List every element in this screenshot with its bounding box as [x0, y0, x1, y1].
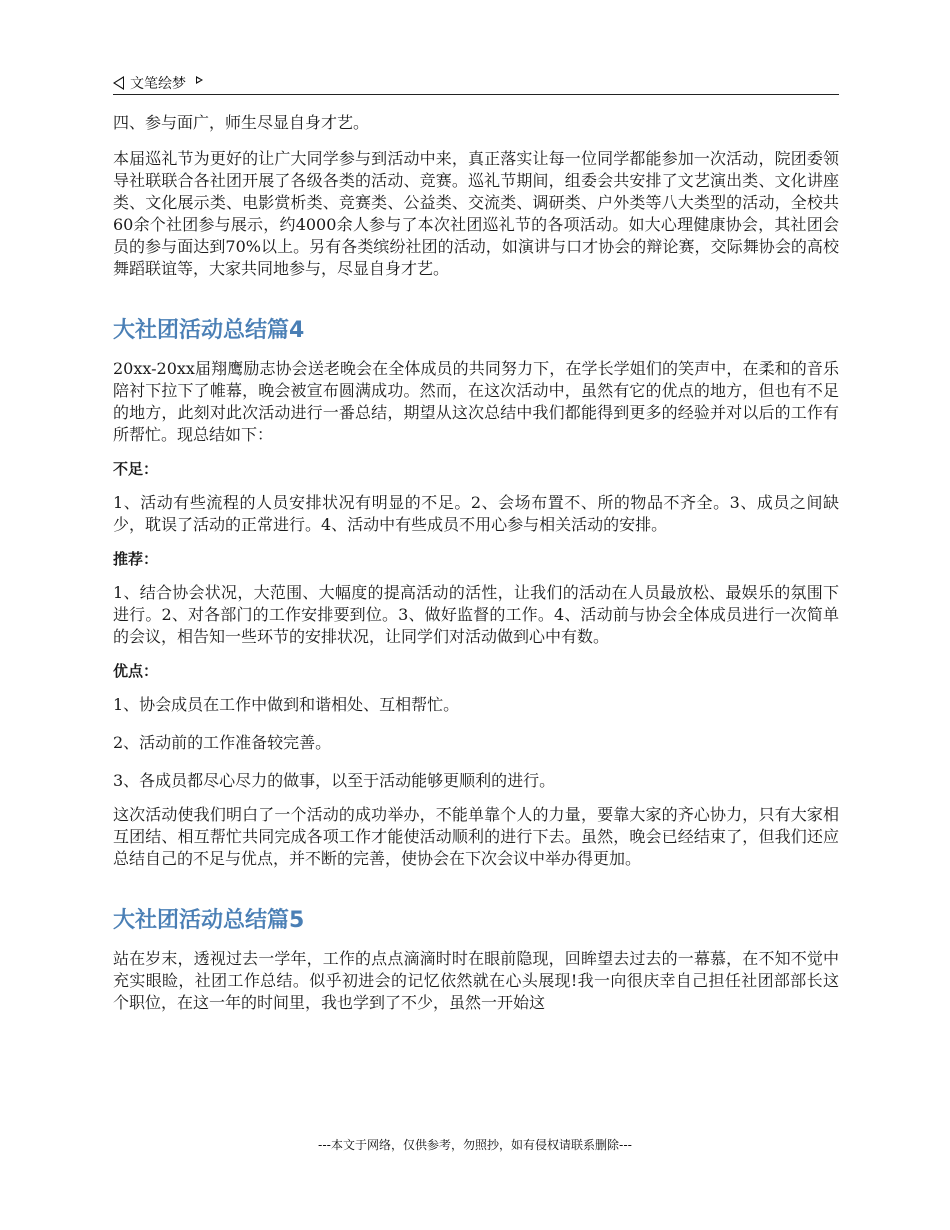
section5-heading: 大社团活动总结篇5: [113, 908, 305, 933]
merit-item-3: 3、各成员都尽心尽力的做事，以至于活动能够更顺利的进行。: [113, 771, 556, 790]
document-body: [113, 112, 839, 1014]
recommend-label: 推荐：: [113, 550, 159, 568]
section4-intro: 20xx-20xx届翔鹰励志协会送老晚会在全体成员的共同努力下，在学长学姐们的笑声中，在柔和的音乐陪衬下拉下了帷幕，晚会被宣布圆满成功。然而，在这次活动中，虽然有它的优点的地方，但也有不足的地方，此刻对此次活动进行一番总结，期望从这次总结中我们都能得到更多的经验并对以后的工作有所帮忙。现总结如下：: [113, 359, 839, 444]
section4-conclusion: 这次活动使我们明白了一个活动的成功举办，不能单靠个人的力量，要靠大家的齐心协力，只有大家相互团结、相互帮忙共同完成各项工作才能使活动顺利的进行下去。虽然，晚会已经结束了，但我们还应总结自己的不足与优点，并不断的完善，使协会在下次会议中举办得更加。: [113, 805, 839, 868]
triangle-left-icon: [113, 76, 124, 90]
section3-point4: 四、参与面广，师生尽显自身才艺。: [113, 113, 370, 132]
merit-item-1: 1、协会成员在工作中做到和谐相处、互相帮忙。: [113, 695, 460, 714]
shortcomings-label: 不足：: [113, 460, 159, 478]
triangle-right-icon: [196, 76, 203, 84]
section4-heading: 大社团活动总结篇4: [113, 318, 305, 343]
section5-intro: 站在岁末，透视过去一学年，工作的点点滴滴时时在眼前隐现，回眸望去过去的一幕慕，在不知不觉中充实眼睑，社团工作总结。似乎初进会的记忆依然就在心头展现!我一向很庆幸自己担任社团部部长这个职位，在这一年的时间里，我也学到了不少，虽然一开始这: [113, 949, 839, 1012]
section3-paragraph: 本届巡礼节为更好的让广大同学参与到活动中来，真正落实让每一位同学都能参加一次活动，院团委领导社联联合各社团开展了各级各类的活动、竞赛。巡礼节期间，组委会共安排了文艺演出类、文化讲座类、文化展示类、电影赏析类、竞赛类、公益类、交流类、调研类、户外类等八大类型的活动，全校共60余个社团参与展示，约4000余人参与了本次社团巡礼节的各项活动。如大心理健康协会，其社团会员的参与面达到70%以上。另有各类缤纷社团的活动，如演讲与口才协会的辩论赛，交际舞协会的高校舞蹈联谊等，大家共同地参与，尽显自身才艺。: [113, 149, 839, 278]
shortcomings-text: 1、活动有些流程的人员安排状况有明显的不足。2、会场布置不、所的物品不齐全。3、成员之间缺少，耽误了活动的正常进行。4、活动中有些成员不用心参与相关活动的安排。: [113, 493, 839, 534]
footer-notice: ---本文于网络，仅供参考，勿照抄，如有侵权请联系删除---: [318, 1138, 632, 1152]
page-header: [113, 72, 839, 95]
merits-label: 优点：: [113, 662, 159, 680]
recommend-text: 1、结合协会状况，大范围、大幅度的提高活动的活性，让我们的活动在人员最放松、最娱乐的氛围下进行。2、对各部门的工作安排要到位。3、做好监督的工作。4、活动前与协会全体成员进行一次简单的会议，相告知一些环节的安排状况，让同学们对活动做到心中有数。: [113, 583, 839, 646]
merit-item-2: 2、活动前的工作准备较完善。: [113, 733, 332, 752]
header-title: 文笔绘梦: [130, 76, 186, 92]
